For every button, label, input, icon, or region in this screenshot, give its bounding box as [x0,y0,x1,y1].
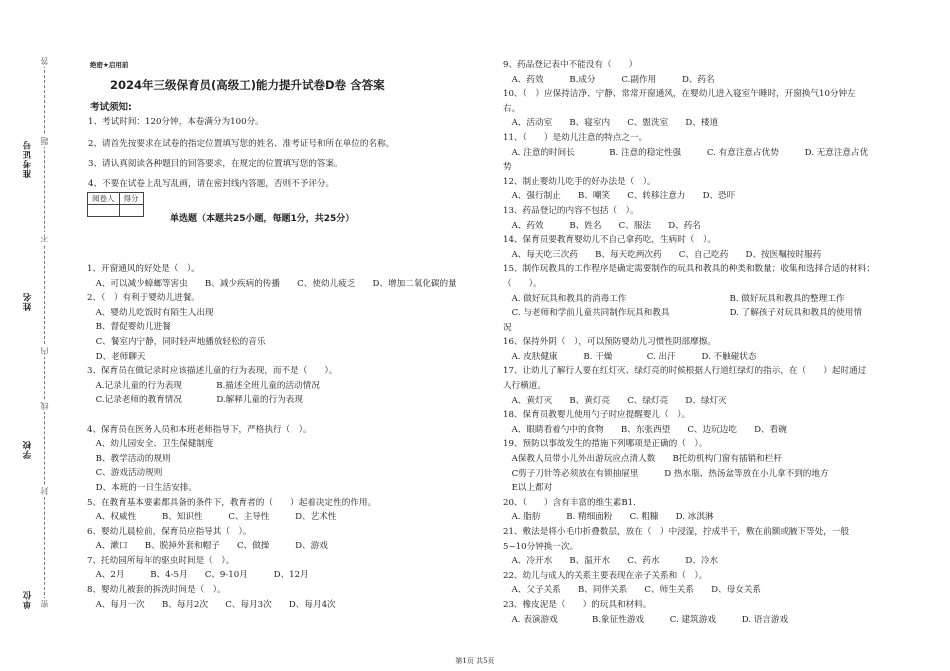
question-line: 5、在教育基本要素都具备的条件下，教育者的（ ）起着决定性的作用。 [87,497,377,508]
question-line: B、督促婴幼儿进餐 [87,322,171,333]
question-line: （ ）。 [503,278,542,289]
name-label: 姓名 [23,292,33,311]
question-line: A.记录儿童的行为表现 B.描述全班儿童的活动情况 [87,380,320,391]
instruction-item: 3、请认真阅读各种题目的回答要求，在规定的位置填写您的答案。 [88,159,343,169]
right-question-column [503,58,875,627]
left-question-column [87,262,457,612]
question-line: A、幼儿园安全、卫生保健制度 [87,439,214,450]
question-line: 8、婴幼儿被套的拆洗时间是（ ）。 [87,585,226,596]
seal-char: 线 [40,402,49,410]
score-box [87,192,144,217]
score-cell[interactable] [119,205,143,217]
seal-char: 不 [40,234,49,242]
question-line: 15、制作玩教具的工作程序是确定需要制作的玩具和教具的种类和数量；收集和选择合适的材料； [503,264,875,275]
instruction-item: 4、不要在试卷上乱写乱画，请在密封线内答题，否则不予评分。 [88,179,335,189]
question-line: 18、保育员教婴儿使用勺子时应提醒婴儿（ ）。 [503,410,691,421]
seal-char: 内 [40,347,49,355]
question-line: 17、让幼儿了解行人要在红灯灭、绿灯亮的时候根据人行道红绿灯的指示，在（ ）起时通过 [503,366,867,377]
question-line: 21、敷法是将小毛巾折叠数层，放在（ ）中浸湿，拧成半干，敷在前额或腋下等处，一般 [503,527,850,537]
instructions-heading: 考试须知: [90,102,132,113]
seal-char: 封 [40,487,49,495]
unit-label: 单位 [23,590,33,609]
section-title: 单选题（本题共25小题，每题1分，共25分） [170,214,355,224]
question-line: A、漱口 B、脱掉外套和帽子 C、做操 D、游戏 [87,541,328,552]
page-title: 2024年三级保育员(高级工)能力提升试卷D卷 含答案 [110,78,385,92]
question-line: C. 与老师和学前儿童共同制作玩具和教具 D. 了解孩子对玩具和教具的使用情 [503,308,862,319]
question-line: C.记录老师的教育情况 D.解释儿童的行为表现 [87,395,303,406]
question-line: 22、幼儿与成人的关系主要表现在亲子关系和（ ）。 [503,570,708,581]
question-line: 1、开窗通风的好处是（ ）。 [87,264,200,274]
seal-char: 题 [40,137,49,145]
question-line: B、教学活动的规则 [87,453,171,464]
question-line: 人行横道。 [503,381,546,392]
question-line: A、2月 B、4-5月 C、9-10月 D、12月 [87,570,309,581]
question-line: C、游戏活动规则 [87,468,163,479]
seal-char: 密 [40,600,49,608]
confidential-mark: 绝密★启用前 [90,61,129,69]
question-line: A、冷开水 B、温开水 C、药水 D、冷水 [503,556,719,567]
instruction-item: 2、请首先按要求在试卷的指定位置填写您的姓名、准考证号和所在单位的名称。 [88,139,395,149]
question-line: A、可以减少蟑螂等害虫 B、减少疾病的传播 C、使幼儿疲乏 D、增加二氧化碳的量 [87,278,457,289]
question-line: 20、（ ）含有丰富的维生素B1. [503,497,636,508]
question-line: 16、保持外阴（ ），可以预防婴幼儿习惯性阴部摩擦。 [503,337,716,348]
instructions-list [88,115,394,197]
instruction-item: 1、考试时间：120分钟，本卷满分为100分。 [88,117,264,127]
grader-cell[interactable] [88,205,120,217]
question-line: A、每天吃三次药 B、每天吃两次药 C、自己吃药 D、按医嘱按时服药 [503,249,822,260]
page-footer: 第1页 共5页 [455,657,495,665]
score-label: 得分 [119,193,143,205]
question-line: D、本班的一日生活安排。 [87,482,198,493]
question-line: 2、（ ）有利于婴幼儿进餐。 [87,293,200,304]
question-line: 6、婴幼儿晨检前，保育员应指导其（ ）。 [87,526,252,537]
question-line: 9、药品登记表中不能没有（ ） [503,60,638,70]
question-line [87,408,457,423]
question-line: A、强行制止 B、嘲笑 C、转移注意力 D、恐吓 [503,191,736,202]
question-line: A、每月一次 B、每月2次 C、每月3次 D、每月4次 [87,599,336,610]
question-line: A、活动室 B、寝室内 C、盥洗室 D、楼道 [503,118,719,129]
question-line: C、餐室内宁静，同时轻声地播放轻松的音乐 [87,336,266,347]
exam-number-label: 准考证号 [23,140,33,178]
question-line: 12、制止婴幼儿吃手的好办法是（ ）。 [503,176,656,187]
question-line: 况 [503,322,512,333]
question-line: 14、保育员要教育婴幼儿不自己拿药吃，生病时（ ）。 [503,235,716,246]
school-label: 学校 [23,440,33,459]
question-line: A. 表演游戏 B.象征性游戏 C. 建筑游戏 D. 语言游戏 [503,614,789,625]
question-line: A、眼睛看着勺中的食物 B、东张西望 C、边玩边吃 D、看碗 [503,424,787,435]
question-line: A、父子关系 B、同伴关系 C、师生关系 D、母女关系 [503,585,762,596]
question-line: 11、（ ）是幼儿注意的特点之一。 [503,132,648,143]
question-line: A. 脂肪 B. 精细面粉 C. 粗糠 D. 冰淇淋 [503,512,714,523]
question-line: C剪子刀针等必须放在有锁抽屉里 D 热水瓶、热汤盆等放在小儿拿不到的地方 [503,468,829,479]
question-line: 19、预防以事故发生的措施下列哪项是正确的（ ）。 [503,439,708,450]
question-line: A. 做好玩具和教具的消毒工作 B. 做好玩具和教具的整理工作 [503,293,845,304]
question-line: 势 [503,162,512,173]
question-line: 5~10分钟换一次。 [503,541,579,552]
question-line: 10、（ ）应保持洁净、宁静、常常开窗通风，在婴幼儿进入寝室午睡时，开窗换气10分钟左 [503,89,856,100]
question-line: 右。 [503,103,521,114]
question-line: A、黄灯灭 B、黄灯亮 C、绿灯亮 D、绿灯灭 [503,395,727,406]
question-line: D、老师聊天 [87,351,146,362]
question-line: A、药效 B、姓名 C、服法 D、药名 [503,220,701,231]
grader-label: 阅卷人 [88,193,120,205]
question-line: 23、橡皮泥是（ ）的玩具和材料。 [503,599,652,610]
question-line: A、婴幼儿吃饭时有陌生人出现 [87,307,214,318]
question-line: 3、保育员在做记录时应该描述儿童的行为表现，而不是（ ）。 [87,366,338,377]
question-line: A保教人员带小儿外出游玩应点清人数 B托幼机构门窗有插销和栏杆 [503,454,782,465]
question-line: A、药效 B.成分 C.副作用 D、药名 [503,74,715,85]
question-line: A. 注意的时间长 B. 注意的稳定性强 C. 有意注意占优势 D. 无意注意占优 [503,147,869,158]
question-line: A、权威性 B、知识性 C、主导性 D、艺术性 [87,512,337,523]
question-line: 4、保育员在医务人员和本班老师指导下，严格执行（ ）。 [87,424,312,435]
seal-char: 答 [40,57,49,65]
question-line: 7、托幼园所每年的驱虫时间是（ ）。 [87,555,235,566]
binding-margin [0,0,80,671]
question-line: A. 皮肤健康 B. 干燥 C. 出汗 D. 不触碰状态 [503,351,757,362]
question-line: 13、药品登记的内容不包括（ ）。 [503,205,639,216]
question-line: E以上都对 [503,483,553,494]
